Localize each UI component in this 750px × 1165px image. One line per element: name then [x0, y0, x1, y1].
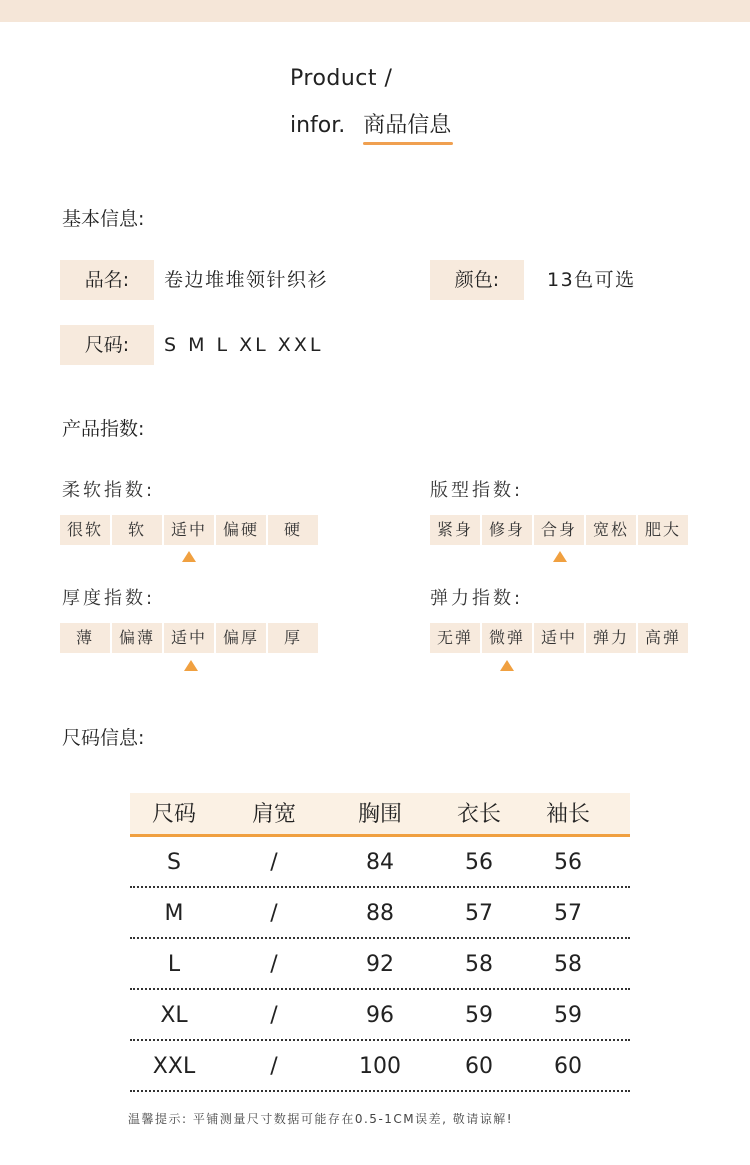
elasticity-option: 微弹 — [482, 623, 532, 653]
thickness-option: 适中 — [164, 623, 214, 653]
fit-scale — [430, 515, 690, 545]
color-label: 颜色: — [430, 260, 524, 300]
table-cell: / — [270, 850, 278, 875]
table-cell: 96 — [366, 1003, 394, 1028]
thickness-option: 偏薄 — [112, 623, 162, 653]
thickness-option: 薄 — [60, 623, 110, 653]
table-cell: / — [270, 1003, 278, 1028]
table-cell: 56 — [554, 850, 582, 875]
color-value: 13色可选 — [547, 269, 636, 291]
elasticity-option: 适中 — [534, 623, 584, 653]
indices-heading: 产品指数: — [62, 418, 145, 440]
table-cell: 84 — [366, 850, 394, 875]
size-info-heading: 尺码信息: — [62, 727, 145, 749]
title-english-line2: infor. — [290, 113, 346, 138]
fit-marker — [553, 551, 567, 562]
table-cell: / — [270, 901, 278, 926]
top-decor-bar — [0, 0, 750, 22]
table-cell: XXL — [152, 1054, 196, 1079]
table-row — [130, 888, 630, 939]
title-chinese — [363, 108, 451, 139]
table-row — [130, 837, 630, 888]
fit-option: 修身 — [482, 515, 532, 545]
elasticity-marker — [500, 660, 514, 671]
softness-marker — [182, 551, 196, 562]
softness-option: 适中 — [164, 515, 214, 545]
table-cell: 92 — [366, 952, 394, 977]
elasticity-option: 高弹 — [638, 623, 688, 653]
table-cell: 57 — [465, 901, 493, 926]
name-value: 卷边堆堆领针织衫 — [164, 269, 329, 291]
table-cell: 88 — [366, 901, 394, 926]
softness-option: 硬 — [268, 515, 318, 545]
table-cell: / — [270, 1054, 278, 1079]
table-cell: 57 — [554, 901, 582, 926]
size-table-body — [130, 837, 630, 1092]
name-label: 品名: — [60, 260, 154, 300]
elasticity-title: 弹力指数: — [430, 588, 524, 609]
elasticity-option: 弹力 — [586, 623, 636, 653]
fit-option: 合身 — [534, 515, 584, 545]
column-header: 衣长 — [456, 802, 501, 827]
table-cell: 60 — [465, 1054, 493, 1079]
table-cell: S — [167, 850, 181, 875]
softness-scale — [60, 515, 320, 545]
elasticity-scale — [430, 623, 690, 653]
fit-option: 宽松 — [586, 515, 636, 545]
thickness-marker — [184, 660, 198, 671]
table-cell: M — [164, 901, 184, 926]
thickness-title: 厚度指数: — [62, 588, 156, 609]
fit-option: 肥大 — [638, 515, 688, 545]
table-cell: 58 — [554, 952, 582, 977]
softness-option: 很软 — [60, 515, 110, 545]
table-row — [130, 990, 630, 1041]
size-table-header — [130, 793, 630, 837]
fit-option: 紧身 — [430, 515, 480, 545]
table-cell: 100 — [359, 1054, 401, 1079]
fit-title: 版型指数: — [430, 480, 524, 501]
table-cell: 58 — [465, 952, 493, 977]
table-cell: 56 — [465, 850, 493, 875]
size-label: 尺码: — [60, 325, 154, 365]
thickness-option: 厚 — [268, 623, 318, 653]
table-row — [130, 939, 630, 990]
size-table — [130, 793, 630, 1092]
column-header: 尺码 — [151, 802, 196, 827]
thickness-option: 偏厚 — [216, 623, 266, 653]
title-underline — [363, 142, 453, 145]
softness-option: 偏硬 — [216, 515, 266, 545]
table-row — [130, 1041, 630, 1092]
softness-option: 软 — [112, 515, 162, 545]
title-line2 — [290, 108, 451, 139]
title-english-line1: Product / — [290, 66, 393, 91]
measurement-note: 温馨提示: 平铺测量尺寸数据可能存在0.5-1CM误差, 敬请谅解! — [128, 1112, 514, 1126]
thickness-scale — [60, 623, 320, 653]
table-cell: 59 — [554, 1003, 582, 1028]
size-value: S M L XL XXL — [164, 334, 324, 356]
table-cell: L — [167, 952, 181, 977]
table-cell: / — [270, 952, 278, 977]
table-cell: 60 — [554, 1054, 582, 1079]
table-cell: 59 — [465, 1003, 493, 1028]
basic-info-heading: 基本信息: — [62, 208, 145, 230]
softness-title: 柔软指数: — [62, 480, 156, 501]
column-header: 肩宽 — [251, 802, 296, 827]
title-chinese-text: 商品信息 — [363, 113, 452, 138]
column-header: 袖长 — [545, 802, 590, 827]
elasticity-option: 无弹 — [430, 623, 480, 653]
table-cell: XL — [160, 1003, 188, 1028]
column-header: 胸围 — [357, 802, 402, 827]
